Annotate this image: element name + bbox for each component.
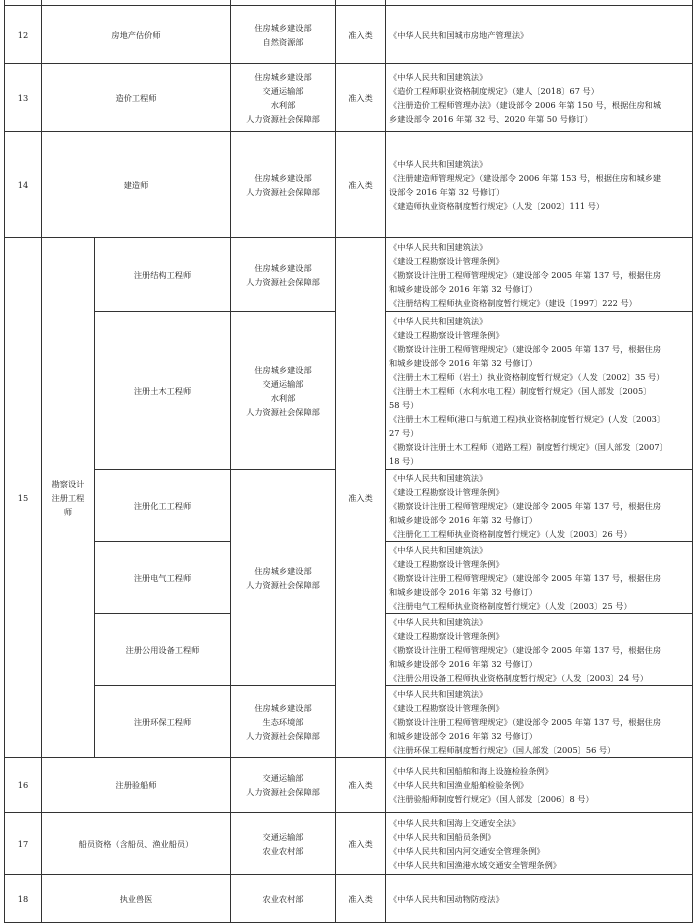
legal-basis: 和城乡建设部令 2016 年第 32 号修订） (389, 586, 538, 597)
legal-basis: 《中华人民共和国海上交通安全法》 (389, 817, 521, 828)
legal-basis: 《中华人民共和国建筑法》 (389, 158, 488, 169)
legal-basis-cell (386, 614, 693, 686)
legal-basis-cell (386, 758, 693, 813)
department: 自然资源部 (262, 36, 304, 47)
department: 水利部 (270, 99, 296, 110)
department-cell (231, 758, 336, 813)
legal-basis: 《注册土木工程师（水利水电工程）制度暂行规定》（国人部发〔2005〕 (389, 385, 652, 396)
department: 人力资源社会保障部 (246, 579, 320, 590)
legal-basis-cell (386, 6, 693, 64)
department: 生态环境部 (262, 716, 304, 727)
department: 住房城乡建设部 (254, 262, 312, 273)
legal-basis: 《中华人民共和国内河交通安全管理条例》 (389, 845, 545, 856)
legal-basis: 《勘察设计注册工程师管理规定》（建设部令 2005 年第 137 号，根据住房 (389, 343, 662, 354)
legal-basis: 《勘察设计注册工程师管理规定》（建设部令 2005 年第 137 号，根据住房 (389, 644, 662, 655)
legal-basis: 《注册建造师管理规定》（建设部令 2006 年第 153 号，根据住房和城乡建 (389, 172, 662, 183)
legal-basis: 《注册电气工程师执业资格制度暂行规定》（人发〔2003〕25 号） (389, 600, 632, 611)
table-row (5, 813, 693, 875)
qualification-type: 准入类 (336, 64, 386, 132)
qualification-type: 准入类 (336, 813, 386, 875)
department: 农业农村部 (262, 893, 304, 904)
category-name: 师 (63, 506, 73, 517)
legal-basis: 《建造师执业资格制度暂行规定》（人发〔2002〕111 号） (389, 200, 605, 211)
qualification-name: 注册公用设备工程师 (95, 614, 231, 686)
department: 人力资源社会保障部 (246, 186, 320, 197)
qualification-type: 准入类 (336, 875, 386, 923)
legal-basis: 《建设工程勘察设计管理条例》 (389, 486, 504, 497)
legal-basis: 《中华人民共和国建筑法》 (389, 71, 488, 82)
legal-basis: 乡建设部令 2016 年第 32 号、2020 年第 50 号修订） (389, 113, 593, 124)
legal-basis: 《造价工程师职业资格制度规定》（建人〔2018〕67 号） (389, 85, 599, 96)
legal-basis: 和城乡建设部令 2016 年第 32 号修订） (389, 658, 538, 669)
qualification-name: 注册化工工程师 (95, 470, 231, 542)
legal-basis: 《中华人民共和国建筑法》 (389, 688, 488, 699)
legal-basis: 《中华人民共和国渔港水域交通安全管理条例》 (389, 859, 561, 870)
qualification-name: 注册环保工程师 (95, 686, 231, 758)
table-row (5, 875, 693, 923)
row-number: 15 (5, 238, 42, 758)
department: 人力资源社会保障部 (246, 730, 320, 741)
legal-basis: 《注册土木工程师（岩土）执业资格制度暂行规定》（人发〔2002〕35 号） (389, 371, 665, 382)
department: 人力资源社会保障部 (246, 113, 320, 124)
table-row (5, 6, 693, 64)
department: 住房城乡建设部 (254, 565, 312, 576)
legal-basis: 《中华人民共和国建筑法》 (389, 472, 488, 483)
legal-basis-cell (386, 312, 693, 470)
department-cell (231, 238, 336, 312)
qualification-type: 准入类 (336, 132, 386, 238)
legal-basis: 《勘察设计注册工程师管理规定》（建设部令 2005 年第 137 号，根据住房 (389, 716, 662, 727)
legal-basis-cell (386, 470, 693, 542)
legal-basis: 《建设工程勘察设计管理条例》 (389, 558, 504, 569)
row-number: 17 (5, 813, 42, 875)
legal-basis: 《中华人民共和国城市房地产管理法》 (389, 29, 529, 40)
qualification-name: 注册土木工程师 (95, 312, 231, 470)
qualification-name: 造价工程师 (42, 64, 231, 132)
department: 住房城乡建设部 (254, 364, 312, 375)
department: 住房城乡建设部 (254, 172, 312, 183)
qualification-name: 执业兽医 (42, 875, 231, 923)
legal-basis: 《注册验船师制度暂行规定》（国人部发〔2006〕8 号） (389, 794, 594, 804)
department: 人力资源社会保障部 (246, 787, 320, 797)
legal-basis: 《勘察设计注册工程师管理规定》（建设部令 2005 年第 137 号，根据住房 (389, 572, 662, 583)
qualification-type: 准入类 (336, 238, 386, 758)
legal-basis: 《注册化工工程师执业资格制度暂行规定》（人发〔2003〕26 号） (389, 528, 632, 539)
department: 住房城乡建设部 (254, 71, 312, 82)
legal-basis-cell (386, 686, 693, 758)
department: 交通运输部 (262, 773, 304, 783)
category-name: 勘察设计 (51, 478, 85, 489)
legal-basis-cell (386, 875, 693, 923)
legal-basis-cell (386, 64, 693, 132)
legal-basis: 和城乡建设部令 2016 年第 32 号修订） (389, 357, 538, 368)
legal-basis: 《注册造价工程师管理办法》（建设部令 2006 年第 150 号，根据住房和城 (389, 99, 662, 110)
legal-basis: 和城乡建设部令 2016 年第 32 号修订） (389, 283, 538, 294)
department: 人力资源社会保障部 (246, 276, 320, 287)
qualification-name: 注册结构工程师 (95, 238, 231, 312)
legal-basis: 《中华人民共和国建筑法》 (389, 616, 488, 627)
legal-basis: 《中华人民共和国建筑法》 (389, 544, 488, 555)
legal-basis: 《中华人民共和国建筑法》 (389, 315, 488, 326)
legal-basis: 18 号） (389, 455, 419, 466)
department-cell (231, 132, 336, 238)
department: 人力资源社会保障部 (246, 406, 320, 417)
legal-basis: 《中华人民共和国渔业船舶检验条例》 (389, 780, 529, 790)
row-number: 16 (5, 758, 42, 813)
table-row (5, 132, 693, 238)
legal-basis: 《注册结构工程师执业资格制度暂行规定》（建设〔1997〕222 号） (389, 297, 637, 308)
department: 水利部 (270, 392, 296, 403)
qualification-name: 建造师 (42, 132, 231, 238)
table-row (5, 758, 693, 813)
legal-basis: 《注册土木工程师(港口与航道工程)执业资格制度暂行规定》(人发〔2003〕 (389, 413, 666, 424)
legal-basis: 和城乡建设部令 2016 年第 32 号修订） (389, 514, 538, 525)
table-row (5, 238, 693, 312)
qualification-name: 房地产估价师 (42, 6, 231, 64)
row-number: 18 (5, 875, 42, 923)
qualification-type: 准入类 (336, 758, 386, 813)
row-number: 12 (5, 6, 42, 64)
qualification-name: 注册电气工程师 (95, 542, 231, 614)
legal-basis: 《建设工程勘察设计管理条例》 (389, 630, 504, 641)
legal-basis: 《注册环保工程师制度暂行规定》（国人部发〔2005〕56 号） (389, 744, 616, 755)
legal-basis: 《中华人民共和国船舶和海上设施检验条例》 (389, 766, 553, 776)
legal-basis: 《中华人民共和国船员条例》 (389, 831, 496, 842)
department: 交通运输部 (262, 831, 304, 842)
department-cell (231, 875, 336, 923)
legal-basis: 《建设工程勘察设计管理条例》 (389, 255, 504, 266)
legal-basis: 《建设工程勘察设计管理条例》 (389, 329, 504, 340)
qualification-table (4, 0, 693, 923)
department-cell (231, 813, 336, 875)
legal-basis: 《注册公用设备工程师执业资格制度暂行规定》（人发〔2003〕24 号） (389, 672, 649, 683)
department-cell (231, 312, 336, 470)
legal-basis: 《勘察设计注册工程师管理规定》（建设部令 2005 年第 137 号，根据住房 (389, 500, 662, 511)
legal-basis: 《勘察设计注册土木工程师（道路工程）制度暂行规定》（国人部发〔2007〕 (389, 441, 668, 452)
table-row (5, 64, 693, 132)
legal-basis-cell (386, 813, 693, 875)
legal-basis-cell (386, 132, 693, 238)
category-cell (42, 238, 95, 758)
legal-basis: 和城乡建设部令 2016 年第 32 号修订） (389, 730, 538, 741)
department: 交通运输部 (262, 85, 304, 96)
department-cell (231, 64, 336, 132)
department: 住房城乡建设部 (254, 702, 312, 713)
legal-basis: 《建设工程勘察设计管理条例》 (389, 702, 504, 713)
department-cell (231, 470, 336, 686)
legal-basis: 设部令 2016 年第 32 号修订） (389, 186, 505, 197)
department-cell (231, 6, 336, 64)
category-name: 注册工程 (51, 492, 85, 503)
department: 农业农村部 (262, 845, 304, 856)
qualification-name: 注册验船师 (42, 758, 231, 813)
row-number: 14 (5, 132, 42, 238)
qualification-name: 船员资格（含船员、渔业船员） (42, 813, 231, 875)
legal-basis: 《中华人民共和国建筑法》 (389, 241, 488, 252)
legal-basis-cell (386, 238, 693, 312)
department: 住房城乡建设部 (254, 22, 312, 33)
department: 交通运输部 (262, 378, 304, 389)
department-cell (231, 686, 336, 758)
row-number: 13 (5, 64, 42, 132)
legal-basis: 27 号） (389, 427, 419, 438)
legal-basis: 《勘察设计注册工程师管理规定》（建设部令 2005 年第 137 号，根据住房 (389, 269, 662, 280)
legal-basis: 58 号） (389, 399, 419, 410)
legal-basis: 《中华人民共和国动物防疫法》 (389, 893, 504, 904)
legal-basis-cell (386, 542, 693, 614)
qualification-type: 准入类 (336, 6, 386, 64)
